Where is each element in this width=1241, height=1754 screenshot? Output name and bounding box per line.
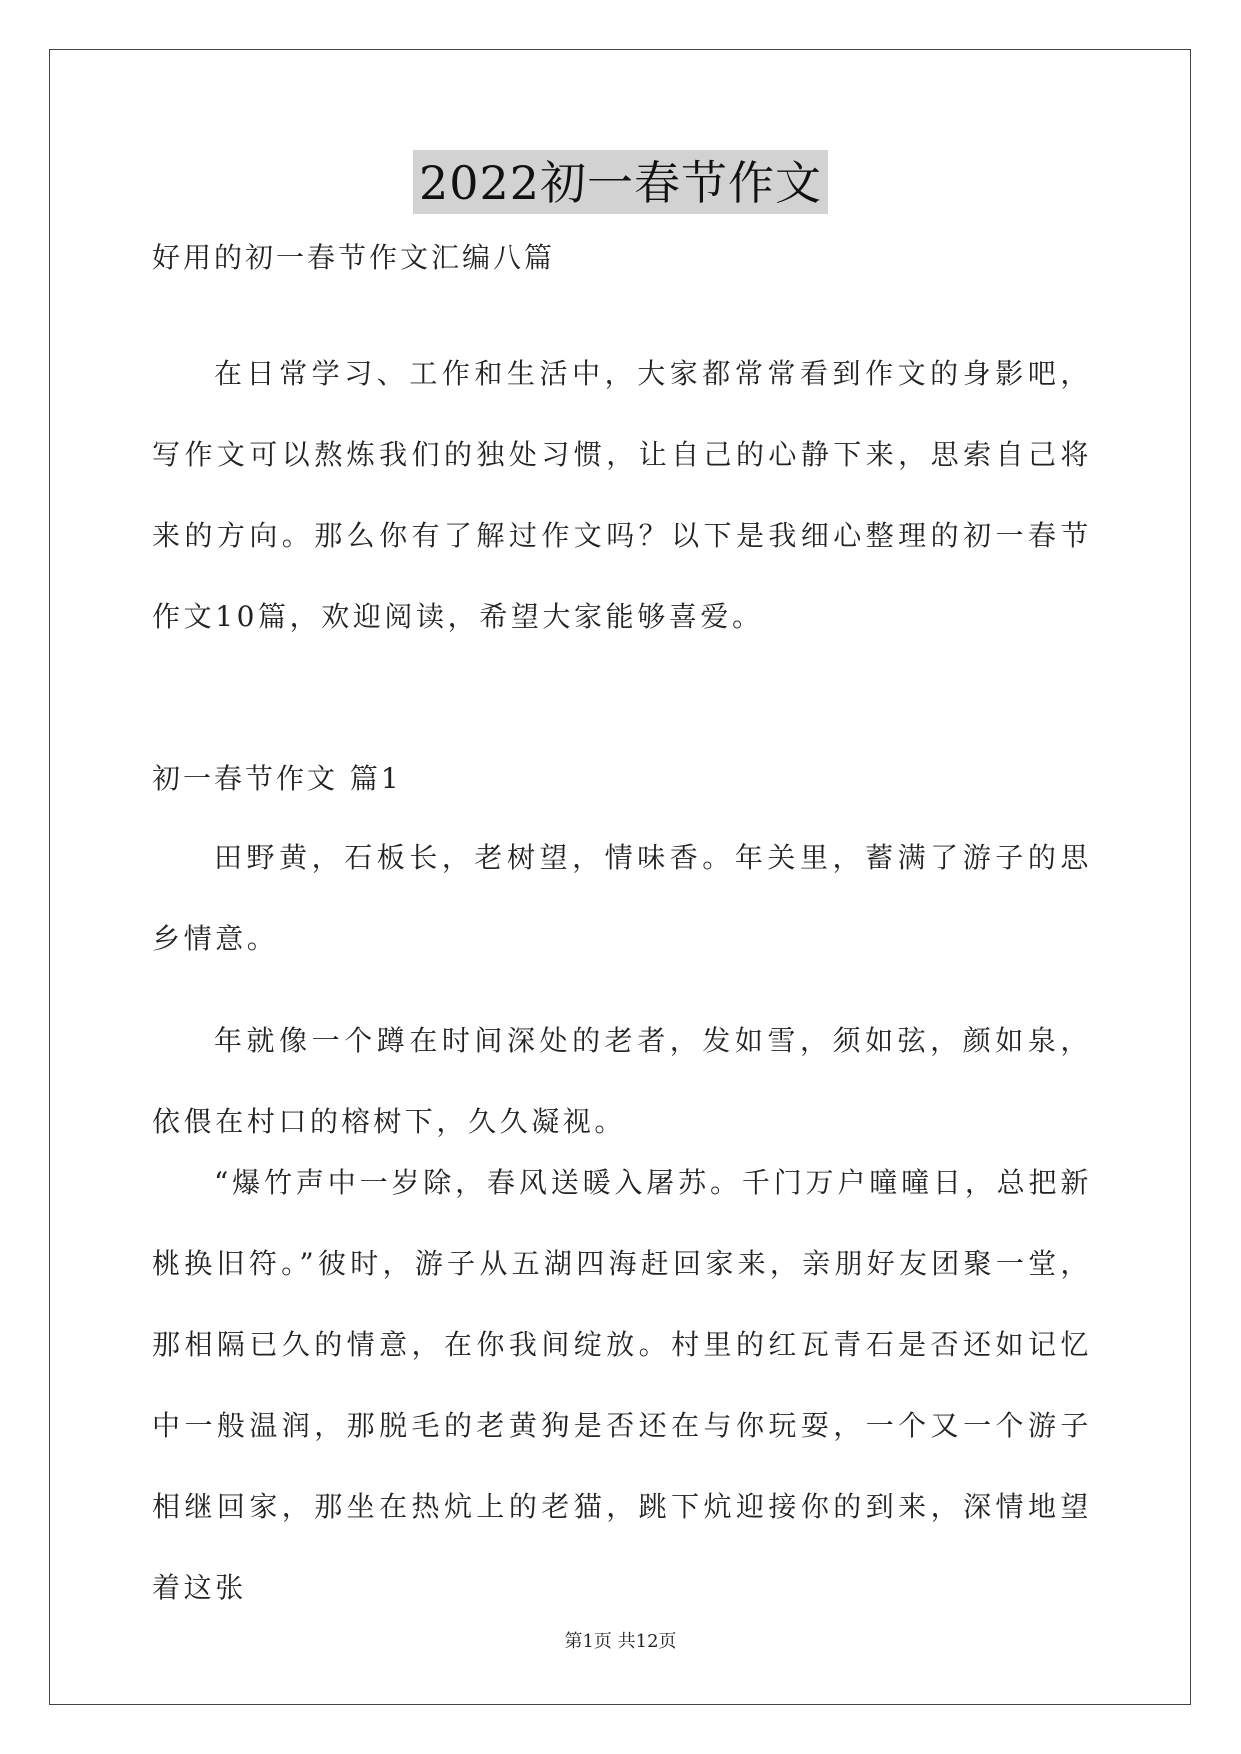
page-footer: 第1页 共12页 bbox=[564, 1631, 677, 1652]
document-subtitle: 好用的初一春节作文汇编八篇 bbox=[152, 241, 556, 274]
section-heading: 初一春节作文 篇1 bbox=[152, 762, 402, 795]
document-title: 2022初一春节作文 bbox=[413, 150, 828, 214]
intro-paragraph: 在日常学习、工作和生活中，大家都常常看到作文的身影吧，写作文可以熬炼我们的独处习惯，让自己的心静下来，思索自己将来的方向。那么你有了解过作文吗？以下是我细心整理的初一春节作文10篇，欢迎阅读，希望大家能够喜爱。 bbox=[152, 357, 1092, 633]
body-paragraph-2: 年就像一个蹲在时间深处的老者，发如雪，须如弦，颜如泉，依偎在村口的榕树下，久久凝视。 bbox=[152, 1024, 1092, 1138]
body-paragraph-1: 田野黄，石板长，老树望，情味香。年关里，蓄满了游子的思乡情意。 bbox=[152, 841, 1092, 955]
title-container bbox=[0, 150, 1241, 214]
body-paragraph-3: “爆竹声中一岁除，春风送暖入屠苏。千门万户曈曈日，总把新桃换旧符。”彼时，游子从五湖四海赶回家来，亲朋好友团聚一堂，那相隔已久的情意，在你我间绽放。村里的红瓦青石是否还如记忆中一般温润，那脱毛的老黄狗是否还在与你玩耍，一个又一个游子相继回家，那坐在热炕上的老猫，跳下炕迎接你的到来，深情地望着这张 bbox=[152, 1166, 1092, 1604]
